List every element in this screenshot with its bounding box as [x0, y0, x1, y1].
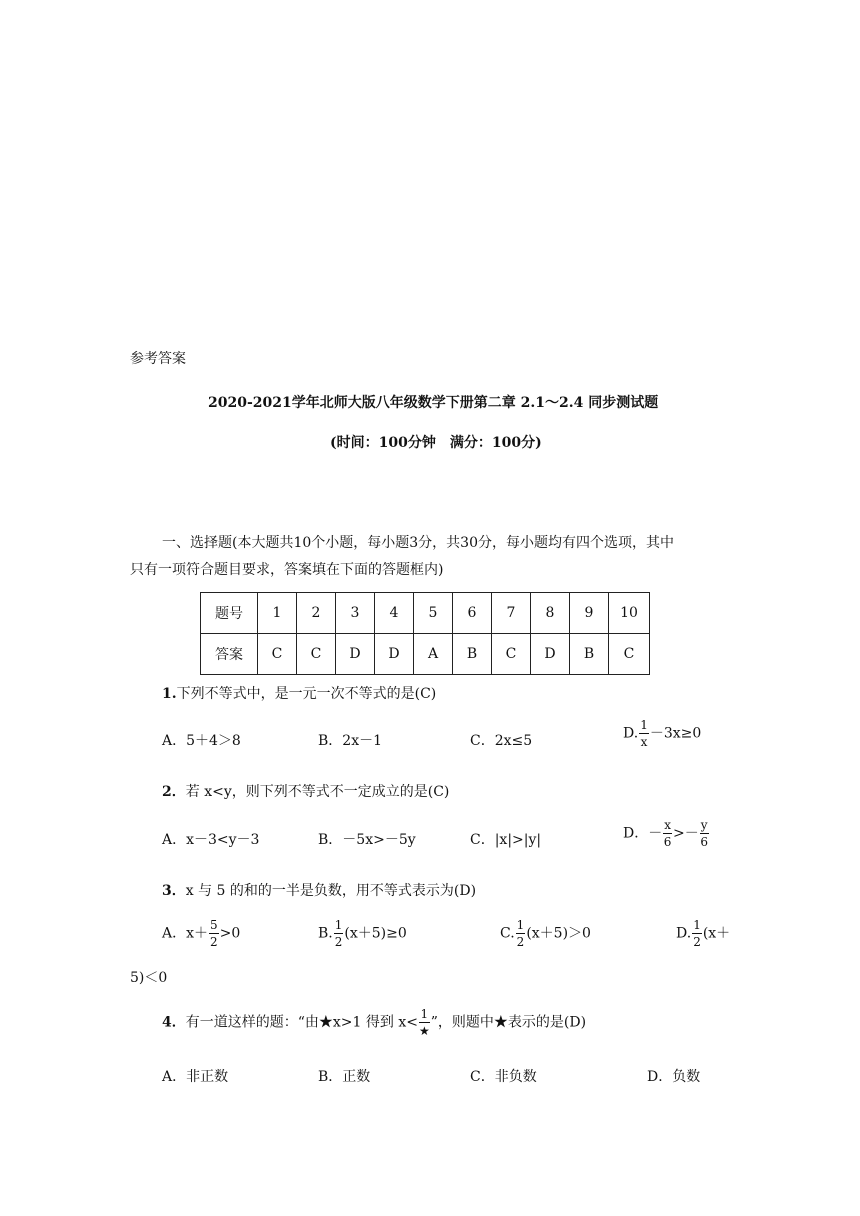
- question-text: 下列不等式中，是一元一次不等式的是(C): [176, 686, 437, 702]
- fraction: [334, 919, 344, 948]
- question-4-stem: [162, 1008, 586, 1037]
- option-suffix: (x＋5)＞0: [526, 925, 591, 942]
- fraction: [639, 719, 649, 748]
- numerator: 1: [420, 1007, 429, 1021]
- table-cell: 4: [375, 593, 414, 634]
- table-cell: 10: [609, 593, 650, 634]
- table-cell: D: [336, 634, 375, 675]
- denominator: 6: [700, 835, 708, 849]
- option-prefix: D.: [623, 725, 639, 742]
- question-2-option-b: B．－5x>－5y: [318, 832, 416, 848]
- option-prefix: D.: [676, 925, 692, 942]
- table-cell: D: [531, 634, 570, 675]
- section-intro-line-2: 只有一项符合题目要求，答案填在下面的答题框内): [130, 562, 444, 578]
- denominator: 2: [210, 935, 218, 949]
- question-number: 2．: [162, 784, 186, 800]
- fraction: [663, 819, 672, 848]
- denominator: 2: [693, 935, 701, 949]
- question-3-option-b: [318, 919, 407, 948]
- table-cell: C: [609, 634, 650, 675]
- table-cell: 1: [258, 593, 297, 634]
- table-cell: 2: [297, 593, 336, 634]
- numerator: 1: [640, 718, 648, 732]
- table-cell: 9: [570, 593, 609, 634]
- row-label-answers: 答案: [201, 634, 258, 675]
- denominator: ★: [418, 1024, 430, 1038]
- question-number: 4．: [162, 1014, 186, 1031]
- table-row: [201, 593, 650, 634]
- table-cell: B: [570, 634, 609, 675]
- question-text: x 与 5 的和的一半是负数，用不等式表示为(D): [185, 883, 477, 899]
- table-cell: C: [258, 634, 297, 675]
- table-cell: 5: [414, 593, 453, 634]
- numerator: 1: [334, 918, 343, 932]
- option-suffix: (x＋: [702, 925, 731, 942]
- question-number: 3．: [162, 883, 186, 899]
- table-row: [201, 634, 650, 675]
- question-number: 1.: [162, 686, 177, 702]
- numerator: 5: [210, 918, 218, 932]
- denominator: 2: [334, 935, 343, 949]
- question-3-option-d: [676, 919, 730, 948]
- reference-answer-label: 参考答案: [130, 351, 186, 367]
- table-cell: 3: [336, 593, 375, 634]
- question-1-option-b: B．2x－1: [318, 733, 382, 749]
- option-suffix: －3x≥0: [649, 725, 702, 742]
- question-1-option-d: [623, 719, 701, 748]
- option-suffix: (x＋5)≥0: [344, 925, 407, 942]
- option-prefix: D．－: [623, 825, 663, 842]
- question-4-option-a: A．非正数: [162, 1069, 229, 1085]
- question-2-option-c: C．|x|>|y|: [470, 832, 542, 848]
- table-cell: 8: [531, 593, 570, 634]
- fraction: [419, 1008, 430, 1037]
- denominator: 2: [516, 935, 525, 949]
- table-cell: C: [297, 634, 336, 675]
- numerator: 1: [693, 918, 701, 932]
- question-3-option-c: [500, 919, 591, 948]
- option-prefix: A．x＋: [162, 925, 209, 942]
- option-suffix: >0: [219, 925, 241, 942]
- question-1-option-a: A．5＋4＞8: [162, 733, 241, 749]
- fraction: [209, 919, 219, 948]
- question-1-option-c: C．2x≤5: [470, 733, 533, 749]
- option-middle: >－: [673, 825, 699, 842]
- numerator: y: [700, 818, 708, 832]
- option-prefix: B.: [318, 925, 333, 942]
- question-3-stem: [162, 880, 476, 900]
- section-intro-line-1: 一、选择题(本大题共10个小题，每小题3分，共30分，每小题均有四个选项，其中: [162, 535, 674, 551]
- row-label-numbers: 题号: [201, 593, 258, 634]
- fraction: [516, 919, 526, 948]
- question-2-option-d: [623, 819, 710, 848]
- page-subtitle: (时间：100分钟 满分：100分): [330, 435, 542, 451]
- table-cell: C: [492, 634, 531, 675]
- question-text: 有一道这样的题：“由★x>1 得到 x<: [185, 1014, 418, 1031]
- question-2-stem: [162, 781, 449, 801]
- question-4-option-c: C．非负数: [470, 1069, 537, 1085]
- table-cell: 6: [453, 593, 492, 634]
- numerator: 1: [516, 918, 525, 932]
- question-3-option-a: [162, 919, 240, 948]
- table-cell: D: [375, 634, 414, 675]
- question-4-option-d: D．负数: [647, 1069, 701, 1085]
- fraction: [692, 919, 702, 948]
- question-1-stem: [162, 683, 436, 703]
- question-text: 若 x<y，则下列不等式不一定成立的是(C): [185, 784, 450, 800]
- denominator: x: [640, 735, 648, 749]
- answer-table: [200, 592, 650, 675]
- fraction: [700, 819, 709, 848]
- numerator: x: [664, 818, 672, 832]
- table-cell: B: [453, 634, 492, 675]
- question-4-option-b: B．正数: [318, 1069, 371, 1085]
- question-2-option-a: A．x－3<y－3: [162, 832, 260, 848]
- page-title: 2020-2021学年北师大版八年级数学下册第二章 2.1～2.4 同步测试题: [208, 395, 659, 411]
- denominator: 6: [663, 835, 672, 849]
- option-prefix: C.: [500, 925, 515, 942]
- question-text: ”，则题中★表示的是(D): [430, 1014, 587, 1031]
- table-cell: 7: [492, 593, 531, 634]
- question-3-option-d-continued: 5)＜0: [130, 970, 168, 986]
- table-cell: A: [414, 634, 453, 675]
